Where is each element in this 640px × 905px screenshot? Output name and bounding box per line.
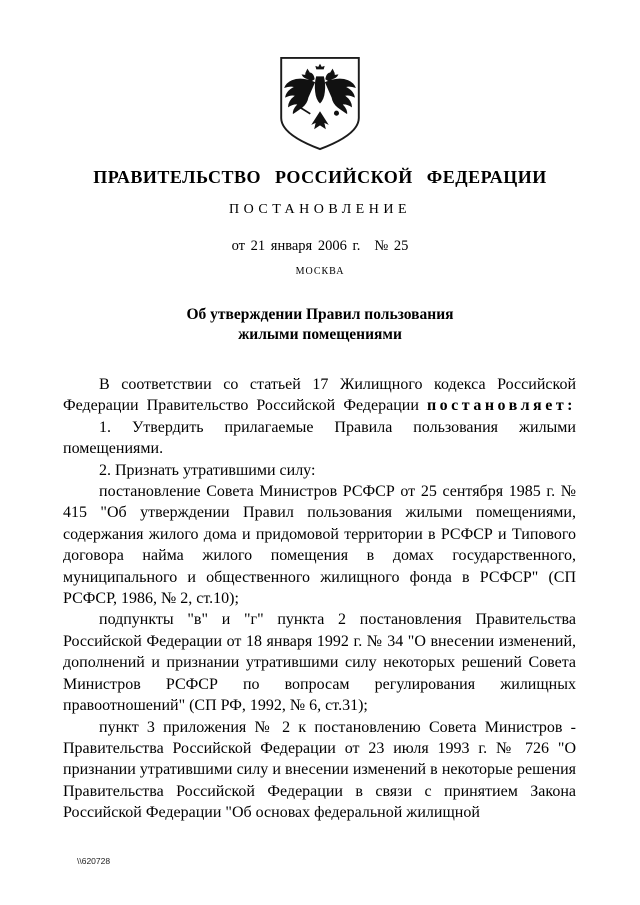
- body-paragraph-approve: 1. Утвердить прилагаемые Правила пользования жилыми помещениями.: [63, 418, 576, 458]
- document-type: ПОСТАНОВЛЕНИЕ: [228, 202, 412, 217]
- issuing-authority: ПРАВИТЕЛЬСТВО РОССИЙСКОЙ ФЕДЕРАЦИИ: [93, 167, 547, 187]
- document-title-line2: жилыми помещениями: [238, 326, 402, 343]
- document-code: \\620728: [77, 856, 111, 866]
- document-title-line1: Об утверждении Правил пользования: [186, 306, 454, 323]
- city-label: МОСКВА: [295, 266, 345, 277]
- document-number: № 25: [374, 238, 409, 254]
- body-paragraph-repeal-item-1: постановление Совета Министров РСФСР от 25 сентября 1985 г. № 415 "Об утверждении Правил пользования жилыми помещениями, содержания жилого дома и придомовой территории в РСФСР и Типового договора найма жилого помещения в домах государственного, муниципального и общественного жилищного фонда в РСФСР" (СП РСФСР, 1986, № 2, ст.10);: [63, 483, 576, 608]
- document-date: от 21 января 2006 г.: [231, 238, 361, 254]
- date-line: [0, 238, 640, 255]
- body-paragraph-repeal-item-2: подпункты "в" и "г" пункта 2 постановления Правительства Российской Федерации от 18 января 1992 г. № 34 "О внесении изменений, дополнений и признании утратившими силу некоторых решений Совета Министров РСФСР по вопросам регулирования жилищных правоотношений" (СП РФ, 1992, № 6, ст.31);: [63, 611, 576, 715]
- body-paragraph-repeal-heading: 2. Признать утратившими силу:: [99, 461, 316, 479]
- document-title: [0, 305, 640, 345]
- intro-emphasis: постановляет:: [426, 397, 576, 415]
- document-body: [63, 374, 576, 824]
- body-paragraph-repeal-item-3: пункт 3 приложения № 2 к постановлению Совета Министров - Правительства Российской Федерации от 23 июля 1993 г. № 726 "О признании утратившими силу и внесении изменений в некоторые решения Правительства Российской Федерации в связи с принятием Закона Российской Федерации "Об основах федеральной жилищной: [63, 718, 576, 822]
- coat-of-arms-icon: [276, 55, 364, 152]
- intro-paragraph: [63, 374, 576, 417]
- intro-text: В соответствии со статьей 17 Жилищного кодекса Российской Федерации Правительство Российской Федерации: [63, 376, 576, 415]
